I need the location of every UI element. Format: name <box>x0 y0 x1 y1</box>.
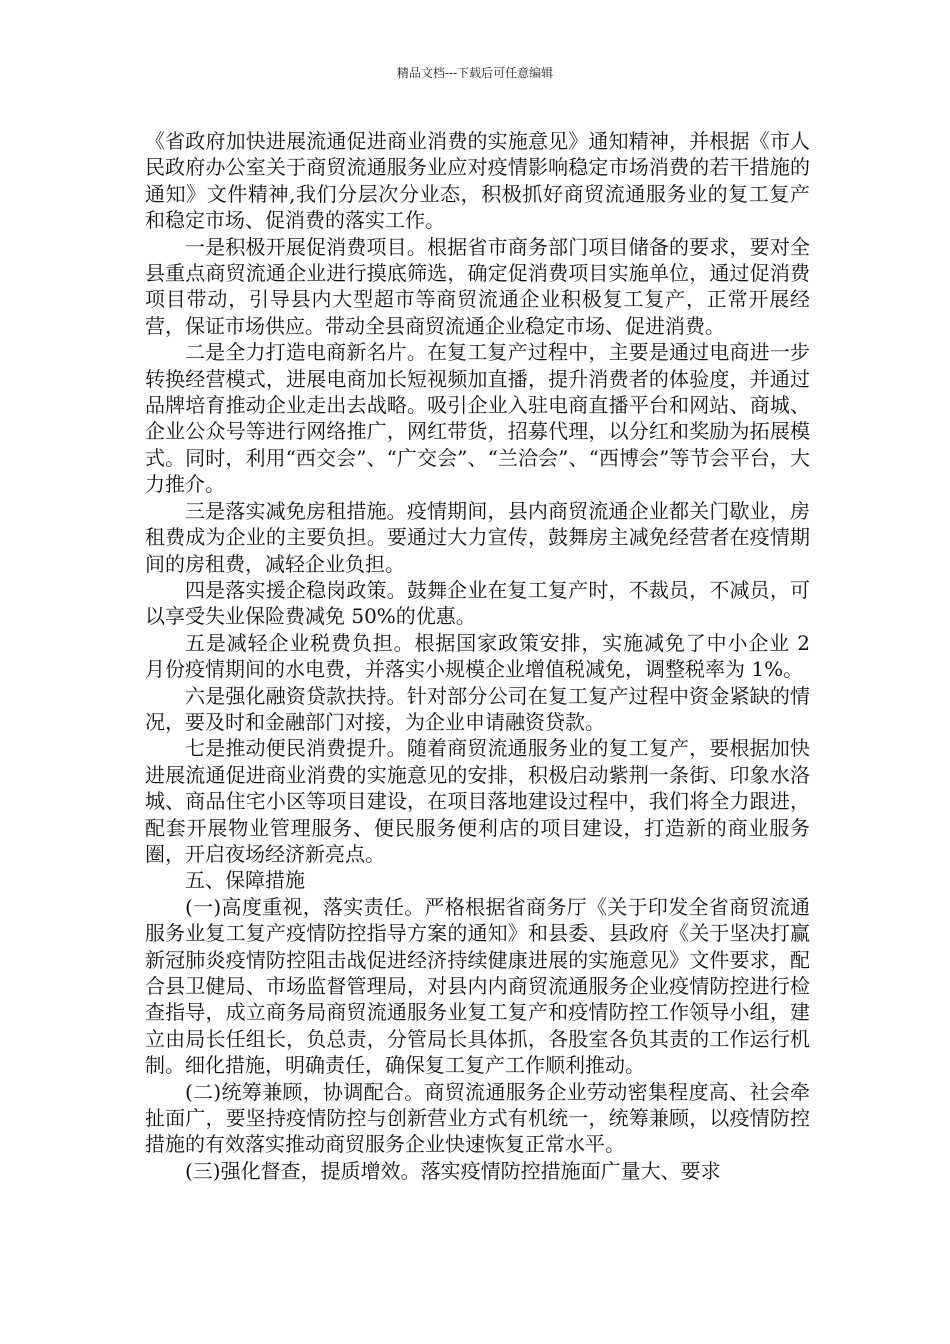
page-header: 精品文档---下载后可任意编辑 <box>396 66 554 80</box>
paragraph-item-1: 一是积极开展促消费项目。根据省市商务部门项目储备的要求，要对全县重点商贸流通企业进行摸底筛选，确定促消费项目实施单位，通过促消费项目带动，引导县内大型超市等商贸流通企业积极复工复产，正常开展经营，保证市场供应。带动全县商贸流通企业稳定市场、促进消费。 <box>145 234 810 338</box>
section-heading: 五、保障措施 <box>185 868 305 893</box>
paragraph-item-7: 七是推动便民消费提升。随着商贸流通服务业的复工复产，要根据加快进展流通促进商业消费的实施意见的安排，积极启动紫荆一条街、印象水洛城、商品住宅小区等项目建设，在项目落地建设过程中，我们将全力跟进，配套开展物业管理服务、便民服务便利店的项目建设，打造新的商业服务圈，开启夜场经济新亮点。 <box>145 736 810 866</box>
paragraph-item-3: 三是落实减免房租措施。疫情期间，县内商贸流通企业都关门歇业，房租费成为企业的主要负担。要通过大力宣传，鼓舞房主减免经营者在疫情期间的房租费，减轻企业负担。 <box>145 498 810 576</box>
paragraph-item-5: 五是减轻企业税费负担。根据国家政策安排，实施减免了中小企业 2 月份疫情期间的水电费，并落实小规模企业增值税减免，调整税率为 1%。 <box>145 630 810 682</box>
paragraph-item-6: 六是强化融资贷款扶持。针对部分公司在复工复产过程中资金紧缺的情况，要及时和金融部门对接，为企业申请融资贷款。 <box>145 683 810 734</box>
paragraph-measure-1: (一)高度重视，落实责任。严格根据省商务厅《关于印发全省商贸流通服务业复工复产疫情防控指导方案的通知》和县委、县政府《关于坚决打赢新冠肺炎疫情防控阻击战促进经济持续健康进展的实施意见》文件要求，配合县卫健局、市场监督管理局，对县内内商贸流通服务企业疫情防控进行检查指导，成立商务局商贸流通服务业复工复产和疫情防控工作领导小组，建立由局长任组长，负总责，分管局长具体抓，各股室各负其责的工作运行机制。细化措施，明确责任，确保复工复产工作顺利推动。 <box>145 894 810 1078</box>
paragraph-measure-2: (二)统筹兼顾，协调配合。商贸流通服务企业劳动密集程度高、社会牵扯面广，要坚持疫情防控与创新营业方式有机统一，统筹兼顾，以疫情防控措施的有效落实推动商贸服务企业快速恢复正常水平。 <box>145 1079 810 1157</box>
paragraph-item-2: 二是全力打造电商新名片。在复工复产过程中，主要是通过电商进一步转换经营模式，进展电商加长短视频加直播，提升消费者的体验度，并通过品牌培育推动企业走出去战略。吸引企业入驻电商直播平台和网站、商城、企业公众号等进行网络推广，网红带货，招募代理，以分红和奖励为拓展模式。同时，利用“西交会”、“广交会”、“兰洽会”、“西博会”等节会平台，大力推介。 <box>145 340 810 497</box>
paragraph-item-4: 四是落实援企稳岗政策。鼓舞企业在复工复产时，不裁员，不减员，可以享受失业保险费减免 50%的优惠。 <box>145 577 810 629</box>
paragraph-intro-continued: 《省政府加快进展流通促进商业消费的实施意见》通知精神，并根据《市人民政府办公室关于商贸流通服务业应对疫情影响稳定市场消费的若干措施的通知》文件精神,我们分层次分业态，积极抓好商贸流通服务业的复工复产和稳定市场、促消费的落实工作。 <box>145 129 810 233</box>
document-body <box>145 128 810 1184</box>
paragraph-measure-3: (三)强化督查，提质增效。落实疫情防控措施面广量大、要求 <box>185 1158 721 1183</box>
